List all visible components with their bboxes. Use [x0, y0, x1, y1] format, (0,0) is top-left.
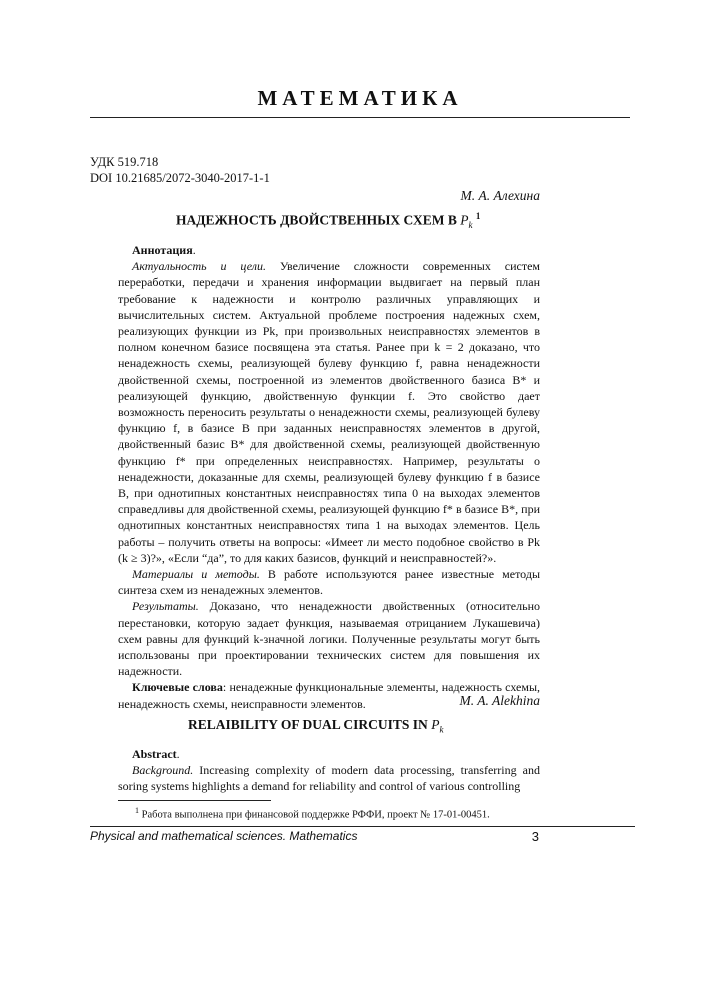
abstract-ru-background: [118, 258, 540, 566]
title-ru-text: НАДЕЖНОСТЬ ДВОЙСТВЕННЫХ СХЕМ В: [176, 212, 457, 228]
keywords-label: Ключевые слова: [132, 680, 223, 695]
title-footnote-mark: 1: [475, 211, 481, 221]
title-en: [188, 717, 443, 735]
footnote: [135, 806, 490, 821]
results-text: Доказано, что ненадежности двойственных (относительно перестановки, которую задает функция, называемая отрицанием Лукашевича) схем равны для функций k-значной логики. Полученные результаты могут быть использованы при проектировании технических систем для повышения их надежности.: [118, 599, 540, 679]
abstract-en-label: Abstract: [132, 747, 177, 761]
title-ru: [176, 211, 480, 230]
title-en-sub: k: [439, 724, 444, 735]
header-rule: [90, 117, 630, 118]
abstract-ru: [118, 242, 540, 712]
title-ru-sub: k: [468, 220, 473, 231]
footnote-text: Работа выполнена при финансовой поддержке РФФИ, проект № 17-01-00451.: [141, 809, 490, 821]
keywords-text: ненадежные функциональные элементы, надежность схемы, ненадежность схемы, неисправности элементов.: [118, 680, 541, 711]
results-label: Результаты.: [132, 599, 199, 614]
abstract-ru-heading: Аннотация.: [132, 243, 196, 257]
abstract-ru-methods: [118, 566, 540, 598]
page-number: 3: [531, 829, 539, 844]
doi: DOI 10.21685/2072-3040-2017-1-1: [90, 171, 270, 185]
abstract-en: [118, 746, 540, 795]
background-en-label: Background.: [132, 763, 194, 778]
title-ru-var: P: [460, 212, 469, 228]
udk-code: УДК 519.718: [90, 155, 159, 169]
abstract-ru-results: [118, 598, 540, 679]
abstract-en-background: [118, 762, 540, 794]
background-label: Актуальность и цели.: [132, 259, 266, 274]
footnote-rule: [118, 800, 271, 801]
abstract-ru-keywords: Ключевые слова: ненадежные функциональные элементы, надежность схемы, ненадежность схемы, неисправности элементов.: [118, 680, 541, 711]
abstract-label: Аннотация: [132, 243, 193, 257]
methods-label: Материалы и методы.: [132, 567, 260, 582]
footer-journal: Physical and mathematical sciences. Mathematics: [90, 829, 358, 843]
title-en-text: RELAIBILITY OF DUAL CIRCUITS IN: [188, 717, 428, 732]
background-en-text: Increasing complexity of modern data processing, transferring and soring systems highlights a demand for reliability and control of various controlling: [118, 763, 540, 794]
abstract-en-heading: Abstract.: [132, 747, 180, 761]
author-ru: М. А. Алехина: [460, 188, 540, 203]
footnote-mark: 1: [135, 806, 139, 815]
background-text: Увеличение сложности современных систем переработки, передачи и хранения информации выдвигает на первый план требование к надежности и контролю различных управляющих и вычислительных систем. Актуальной проблеме построения надежных схем, реализующих функции из Pk, при произвольных неисправностях элементов в полном конечном базисе посвящена эта статья. Ранее при k = 2 доказано, что ненадежность схемы, реализующей булеву функцию f, равна ненадежности двойственной схемы, построенной из элементов двойственного базиса B* и реализующей функцию, двойственную функции f. Это свойство дает возможность переносить результаты о ненадежности схемы, реализующей булеву функцию f, в базисе B при заданных неисправностях элементов в другой, двойственный базис B* для двойственной схемы, реализующей двойственную функцию f* при определенных неисправностях. Например, результаты о ненадежности, доказанные для схемы, реализующей булеву функцию f в базисе B, при однотипных константных неисправностях типа 0 на выходах элементов справедливы для двойственной схемы, реализующей функцию f* в базисе B*, при однотипных константных неисправностях типа 1 на выходах элементов. Цель работы – получить ответы на вопросы: «Имеет ли место подобное свойство в Pk (k ≥ 3)?», «Если “да”, то для каких базисов, функций и неисправностей?».: [118, 259, 540, 565]
author-en: M. A. Alekhina: [459, 693, 540, 708]
section-title: МАТЕМАТИКА: [257, 86, 463, 110]
methods-text: В работе используются ранее известные методы синтеза схем из ненадежных элементов.: [118, 567, 541, 598]
footer-rule: [90, 826, 635, 827]
title-en-var: P: [431, 717, 440, 732]
